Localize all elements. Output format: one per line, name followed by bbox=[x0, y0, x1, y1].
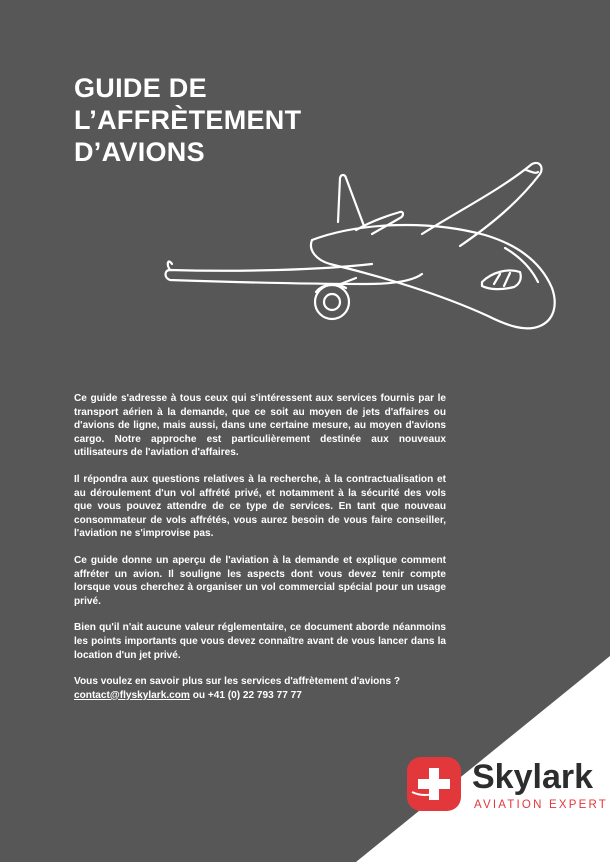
contact-email-link[interactable]: contact@flyskylark.com bbox=[74, 689, 190, 701]
paragraph-2: Il répondra aux questions relatives à la recherche, à la contractualisation et au déroulement d'un vol affrété privé, et notamment à la sécurité des vols que vous pouvez attendre de ce type de services. En tant que nouveau consommateur de vols affrétés, vous aurez besoin de vous faire conseiller, l'aviation ne s'improvise pas. bbox=[74, 473, 446, 540]
paragraph-4: Bien qu'il n'ait aucune valeur réglementaire, ce document aborde néanmoins les points importants que vous devez connaître avant de vous lancer dans la location d'un jet privé. bbox=[74, 622, 446, 661]
brand-name: Skylark bbox=[472, 758, 593, 796]
title-line-3: D’AVIONS bbox=[74, 137, 205, 167]
brand-tagline: AVIATION EXPERT bbox=[474, 799, 608, 811]
skylark-plus-icon bbox=[406, 756, 462, 812]
paragraph-1: Ce guide s'adresse à tous ceux qui s'intéressent aux services fournis par le transport aérien à la demande, que ce soit au moyen de jets d'affaires ou d'avions de ligne, mais aussi, dans une certaine mesure, au moyen d'avions cargo. Notre approche est particulièrement destinée aux nouveaux utilisateurs de l'aviation d'affaires. bbox=[74, 393, 446, 459]
title-line-2: L’AFFRÈTEMENT bbox=[74, 105, 302, 135]
contact-phone: ou +41 (0) 22 793 77 77 bbox=[189, 689, 302, 701]
title-line-1: GUIDE DE bbox=[74, 73, 207, 103]
contact-question: Vous voulez en savoir plus sur les services d'affrètement d'avions ? bbox=[74, 676, 401, 688]
paragraph-3: Ce guide donne un aperçu de l'aviation à la demande et explique comment affréter un avion. Il souligne les aspects dont vous devez tenir compte lorsque vous cherchez à organiser un vol commercial spécial pour un usage privé. bbox=[74, 554, 446, 607]
skylark-logo bbox=[406, 756, 610, 820]
